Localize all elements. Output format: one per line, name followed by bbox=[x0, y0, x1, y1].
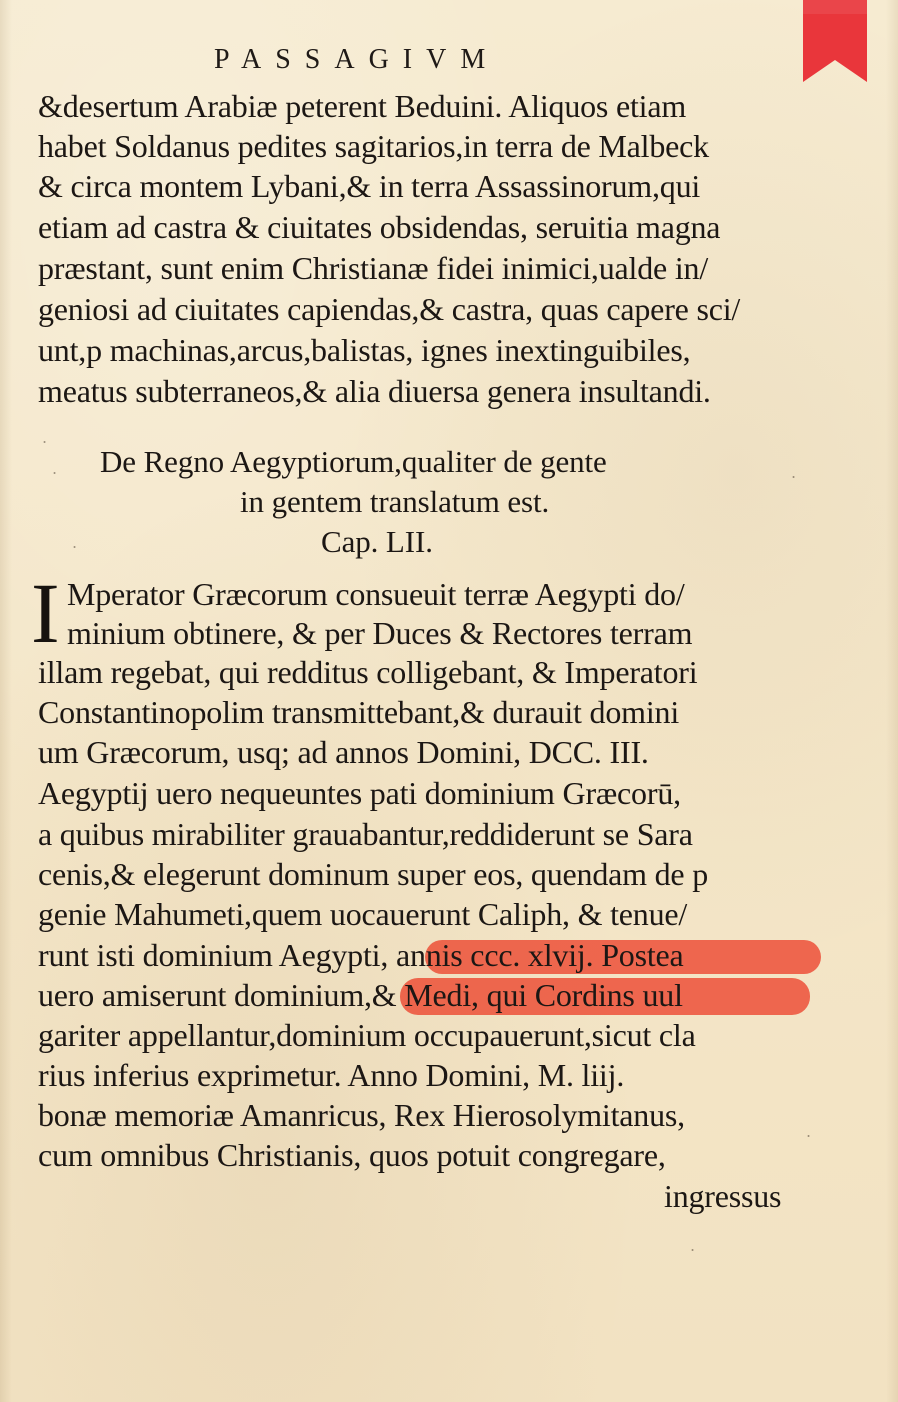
text-line: Mperator Græcorum consueuit terræ Aegypti do/ bbox=[67, 576, 685, 612]
paper-speck: . bbox=[791, 463, 797, 482]
text-line: a quibus mirabiliter grauabantur,reddiderunt se Sara bbox=[38, 816, 693, 852]
text-line: bonæ memoriæ Amanricus, Rex Hierosolymitanus, bbox=[38, 1097, 685, 1133]
paper-speck: . bbox=[42, 428, 48, 447]
text-line: genie Mahumeti,quem uocauerunt Caliph, & tenue/ bbox=[38, 896, 688, 932]
text-line: geniosi ad ciuitates capiendas,& castra, quas capere sci/ bbox=[38, 291, 741, 327]
text-line: cenis,& elegerunt dominum super eos, quendam de p bbox=[38, 856, 709, 892]
text-line: cum omnibus Christianis, quos potuit congregare, bbox=[38, 1137, 666, 1173]
paper-speck: . bbox=[52, 459, 58, 478]
chapter-heading-line-1: De Regno Aegyptiorum,qualiter de gente bbox=[100, 444, 607, 479]
text-line: Aegyptij uero nequeuntes pati dominium Græcorū, bbox=[38, 775, 681, 811]
chapter-heading-line-3: Cap. LII. bbox=[321, 524, 433, 559]
drop-cap: I bbox=[31, 565, 60, 661]
paper-speck: . bbox=[806, 1122, 812, 1141]
text-line: Constantinopolim transmittebant,& durauit domini bbox=[38, 694, 680, 730]
paper-speck: . bbox=[690, 1236, 696, 1255]
text-line: runt isti dominium Aegypti, annis ccc. xlvij. Postea bbox=[38, 937, 684, 973]
text-line: rius inferius exprimetur. Anno Domini, M. liij. bbox=[38, 1057, 625, 1093]
text-line: meatus subterraneos,& alia diuersa genera insultandi. bbox=[38, 373, 711, 409]
catchword: ingressus bbox=[664, 1178, 782, 1214]
text-line: etiam ad castra & ciuitates obsidendas, seruitia magna bbox=[38, 209, 721, 245]
text-line: præstant, sunt enim Christianæ fidei inimici,ualde in/ bbox=[38, 250, 709, 286]
text-line: illam regebat, qui redditus colligebant, & Imperatori bbox=[38, 654, 698, 690]
running-head: PASSAGIVM bbox=[214, 44, 500, 75]
text-line: unt,p machinas,arcus,balistas, ignes inextinguibiles, bbox=[38, 332, 691, 368]
text-line: uero amiserunt dominium,& Medi, qui Cordins uul bbox=[38, 977, 683, 1013]
text-line: habet Soldanus pedites sagitarios,in terra de Malbeck bbox=[38, 128, 709, 164]
text-line: &desertum Arabiæ peterent Beduini. Aliquos etiam bbox=[38, 88, 687, 124]
text-line: gariter appellantur,dominium occupauerunt,sicut cla bbox=[38, 1017, 696, 1053]
text-line: minium obtinere, & per Duces & Rectores terram bbox=[67, 615, 693, 651]
paper-speck: . bbox=[72, 533, 78, 552]
text-line: & circa montem Lybani,& in terra Assassinorum,qui bbox=[38, 168, 701, 204]
bookmark-icon[interactable] bbox=[803, 0, 867, 82]
chapter-heading-line-2: in gentem translatum est. bbox=[240, 484, 550, 519]
text-line: um Græcorum, usq; ad annos Domini, DCC. III. bbox=[38, 734, 649, 770]
